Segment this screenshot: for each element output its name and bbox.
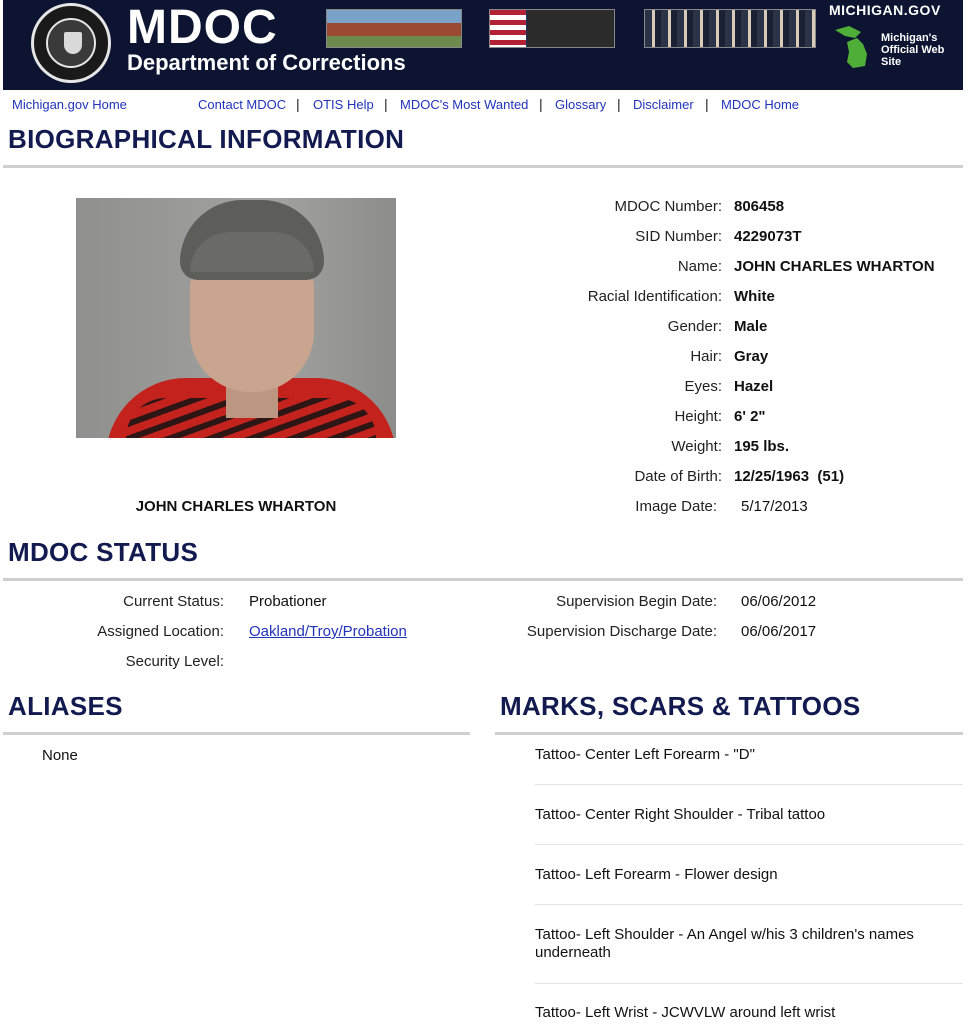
mdoc-seal-icon	[31, 3, 111, 83]
name-value: JOHN CHARLES WHARTON	[734, 258, 935, 275]
mdoc-number-value: 806458	[734, 198, 785, 215]
name-label: Name:	[677, 258, 722, 275]
sid-number-label: SID Number:	[635, 228, 722, 245]
officers-flag-photo	[489, 9, 615, 48]
marks-divider	[495, 732, 963, 735]
height-label: Height:	[674, 408, 722, 425]
eyes-value: Hazel	[734, 378, 774, 395]
assigned-location-label: Assigned Location:	[97, 623, 224, 640]
supervision-begin-value: 06/06/2012	[741, 593, 817, 610]
supervision-discharge-label: Supervision Discharge Date:	[526, 623, 717, 640]
nav-separator: |	[539, 96, 543, 112]
status-heading: MDOC STATUS	[8, 537, 199, 567]
brand-title: MDOC	[127, 1, 278, 54]
nav-otis-help[interactable]: OTIS Help	[313, 97, 374, 112]
supervision-begin-label: Supervision Begin Date:	[556, 593, 717, 610]
alias-item: None	[42, 747, 78, 764]
nav-most-wanted[interactable]: MDOC's Most Wanted	[400, 97, 529, 112]
nav-separator: |	[384, 96, 388, 112]
mark-divider	[535, 983, 963, 984]
race-label: Racial Identification:	[587, 288, 722, 305]
brand-subtitle: Department of Corrections	[127, 50, 406, 75]
prison-building-photo	[326, 9, 462, 48]
marks-heading: MARKS, SCARS & TATTOOS	[500, 691, 861, 721]
security-level-label: Security Level:	[125, 653, 224, 670]
nav-separator: |	[617, 96, 621, 112]
top-nav	[0, 97, 979, 115]
mark-item: Tattoo- Left Wrist - JCWVLW around left wrist	[535, 1004, 836, 1021]
dob-value: 12/25/1963 (51)	[734, 468, 845, 485]
michigan-tagline: Michigan's Official Web Site	[881, 32, 945, 68]
nav-separator: |	[705, 96, 709, 112]
mark-divider	[535, 904, 963, 905]
mdoc-number-label: MDOC Number:	[614, 198, 722, 215]
height-value: 6' 2"	[734, 408, 766, 425]
michigan-map-icon[interactable]	[833, 24, 877, 70]
hair-value: Gray	[734, 348, 769, 365]
nav-michigan-gov-home[interactable]: Michigan.gov Home	[12, 97, 127, 112]
sid-number-value: 4229073T	[734, 228, 802, 245]
image-date-label: Image Date:	[635, 498, 717, 515]
mark-item: Tattoo- Center Left Forearm - "D"	[535, 746, 755, 763]
assigned-location-link[interactable]: Oakland/Troy/Probation	[249, 623, 407, 640]
mark-item: Tattoo- Left Shoulder - An Angel w/his 3 children's names underneath	[535, 926, 914, 961]
officers-group-photo	[644, 9, 816, 48]
weight-value: 195 lbs.	[734, 438, 790, 455]
aliases-heading: ALIASES	[8, 691, 123, 721]
aliases-divider	[3, 732, 470, 735]
mark-divider	[535, 784, 963, 785]
race-value: White	[734, 288, 775, 305]
bio-divider	[3, 165, 963, 168]
supervision-discharge-value: 06/06/2017	[741, 623, 817, 640]
bio-heading: BIOGRAPHICAL INFORMATION	[8, 124, 405, 154]
current-status-label: Current Status:	[123, 593, 224, 610]
current-status-value: Probationer	[249, 593, 327, 610]
nav-glossary[interactable]: Glossary	[555, 97, 607, 112]
nav-mdoc-home[interactable]: MDOC Home	[721, 97, 800, 112]
nav-separator: |	[296, 96, 300, 112]
eyes-label: Eyes:	[684, 378, 722, 395]
hair-label: Hair:	[690, 348, 722, 365]
mark-item: Tattoo- Left Forearm - Flower design	[535, 866, 778, 883]
michigan-gov-label[interactable]: MICHIGAN.GOV	[829, 2, 941, 18]
mark-item: Tattoo- Center Right Shoulder - Tribal tattoo	[535, 806, 826, 823]
dob-label: Date of Birth:	[634, 468, 722, 485]
nav-contact-mdoc[interactable]: Contact MDOC	[198, 97, 287, 112]
image-date-value: 5/17/2013	[741, 498, 808, 515]
site-banner	[3, 0, 963, 90]
mark-divider	[535, 844, 963, 845]
nav-disclaimer[interactable]: Disclaimer	[633, 97, 694, 112]
gender-label: Gender:	[667, 318, 722, 335]
status-divider	[3, 578, 963, 581]
gender-value: Male	[734, 318, 768, 335]
photo-caption: JOHN CHARLES WHARTON	[135, 498, 337, 515]
weight-label: Weight:	[671, 438, 722, 455]
offender-photo	[76, 198, 396, 438]
